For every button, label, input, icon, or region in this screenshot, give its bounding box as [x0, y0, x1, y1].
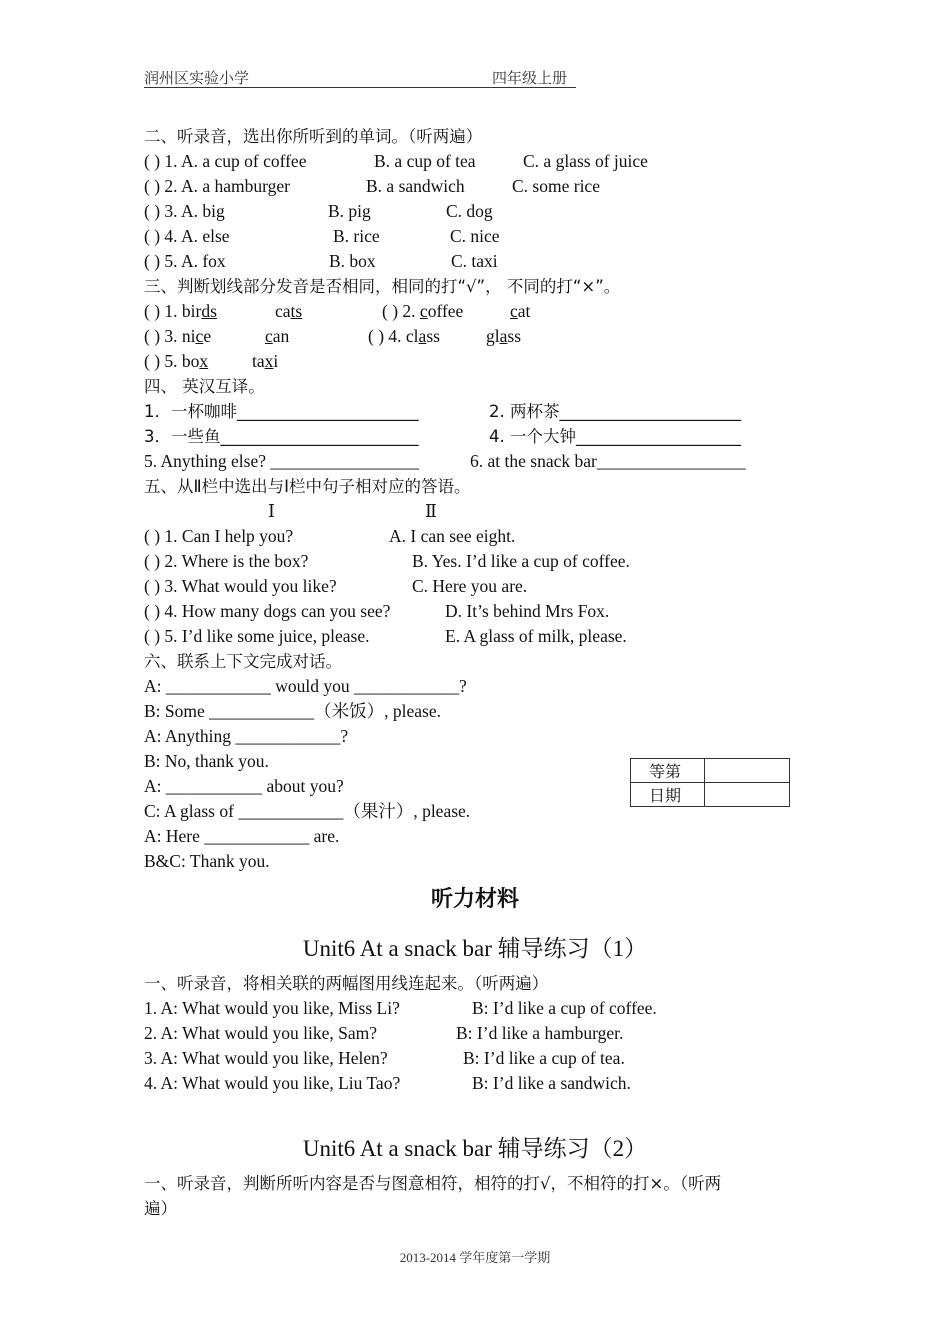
translate-1: 1．一杯咖啡______________________ — [144, 402, 419, 421]
date-label: 日期 — [631, 783, 705, 807]
word-3: ( ) 3. nice — [144, 326, 212, 346]
table-row — [631, 783, 790, 807]
dialogue-line: A: Anything ____________? — [144, 726, 349, 746]
date-value-cell[interactable] — [705, 783, 790, 807]
word-5: ( ) 5. box — [144, 351, 209, 371]
dialogue-line: B: Some ____________（米饭）, please. — [144, 701, 441, 721]
column-1-label: Ⅰ — [268, 501, 275, 521]
line-a: 1. A: What would you like, Miss Li? — [144, 998, 400, 1018]
part-2-title-line-1: 一、听录音，判断所听内容是否与图意相符，相符的打√，不相符的打×。（听两 — [144, 1174, 722, 1193]
dialogue-line: B&C: Thank you. — [144, 851, 270, 871]
dialogue-line: A: Here ____________ are. — [144, 826, 340, 846]
unit-title-1: Unit6 At a snack bar 辅导练习（1） — [302, 936, 648, 961]
translate-4: 4. 一个大钟____________________ — [489, 427, 741, 446]
section-4-title: 四、 英汉互译。 — [144, 377, 265, 396]
word-1: ( ) 1. birds — [144, 301, 217, 321]
line-b: B: I’d like a sandwich. — [472, 1073, 631, 1093]
option-b: B. a sandwich — [366, 176, 465, 196]
grade-table — [630, 758, 790, 807]
word-4b: glass — [486, 326, 522, 346]
line-b: B: I’d like a cup of tea. — [463, 1048, 625, 1068]
grade-label: 等第 — [631, 759, 705, 783]
word-5b: taxi — [252, 351, 279, 371]
line-a: 2. A: What would you like, Sam? — [144, 1023, 377, 1043]
translate-3: 3．一些鱼________________________ — [144, 427, 419, 446]
line-a: 4. A: What would you like, Liu Tao? — [144, 1073, 401, 1093]
word-1b: cats — [275, 301, 303, 321]
translate-2: 2. 两杯茶______________________ — [489, 402, 741, 421]
line-b: B: I’d like a hamburger. — [456, 1023, 624, 1043]
option-c: C. dog — [446, 201, 493, 221]
header-rule — [144, 87, 576, 88]
column-2-label: Ⅱ — [425, 501, 437, 521]
dialogue-line: C: A glass of ____________（果汁）, please. — [144, 801, 471, 821]
translate-6: 6. at the snack bar_________________ — [470, 451, 746, 471]
table-row — [631, 759, 790, 783]
option-a: ( ) 4. A. else — [144, 226, 230, 246]
option-b: B. rice — [333, 226, 380, 246]
footer-term: 2013-2014 学年度第一学期 — [399, 1250, 551, 1265]
dialogue-line: A: ____________ would you ____________? — [144, 676, 467, 696]
answer: A. I can see eight. — [389, 526, 516, 546]
line-b: B: I’d like a cup of coffee. — [472, 998, 657, 1018]
section-2-title: 二、听录音，选出你所听到的单词。（听两遍） — [144, 127, 483, 146]
part-2-title-line-2: 遍） — [144, 1199, 177, 1218]
answer: B. Yes. I’d like a cup of coffee. — [412, 551, 630, 571]
question: ( ) 5. I’d like some juice, please. — [144, 626, 370, 646]
answer: D. It’s behind Mrs Fox. — [445, 601, 610, 621]
section-5-title: 五、从Ⅱ栏中选出与Ⅰ栏中句子相对应的答语。 — [144, 477, 471, 496]
word-2b: cat — [510, 301, 531, 321]
answer: E. A glass of milk, please. — [445, 626, 627, 646]
unit-title-2: Unit6 At a snack bar 辅导练习（2） — [302, 1136, 648, 1161]
answer: C. Here you are. — [412, 576, 528, 596]
word-4: ( ) 4. class — [368, 326, 440, 346]
option-b: B. a cup of tea — [374, 151, 476, 171]
word-3b: can — [265, 326, 290, 346]
question: ( ) 1. Can I help you? — [144, 526, 294, 546]
option-a: ( ) 1. A. a cup of coffee — [144, 151, 307, 171]
section-6-title: 六、联系上下文完成对话。 — [144, 652, 342, 671]
option-a: ( ) 3. A. big — [144, 201, 225, 221]
header-grade: 四年级上册 — [492, 71, 568, 87]
question: ( ) 3. What would you like? — [144, 576, 337, 596]
line-a: 3. A: What would you like, Helen? — [144, 1048, 388, 1068]
option-c: C. a glass of juice — [523, 151, 648, 171]
option-a: ( ) 5. A. fox — [144, 251, 226, 271]
dialogue-line: A: ___________ about you? — [144, 776, 344, 796]
question: ( ) 4. How many dogs can you see? — [144, 601, 391, 621]
listening-title: 听力材料 — [430, 887, 519, 912]
option-c: C. taxi — [451, 251, 498, 271]
section-3-title: 三、判断划线部分发音是否相同，相同的打“√”， 不同的打“×”。 — [144, 277, 621, 296]
word-2: ( ) 2. coffee — [382, 301, 464, 321]
option-b: B. box — [329, 251, 376, 271]
translate-5: 5. Anything else? _________________ — [144, 451, 420, 471]
option-c: C. nice — [450, 226, 500, 246]
part-1-title: 一、听录音，将相关联的两幅图用线连起来。（听两遍） — [144, 974, 549, 993]
header-school: 润州区实验小学 — [144, 71, 250, 87]
grade-value-cell[interactable] — [705, 759, 790, 783]
option-a: ( ) 2. A. a hamburger — [144, 176, 290, 196]
question: ( ) 2. Where is the box? — [144, 551, 309, 571]
dialogue-line: B: No, thank you. — [144, 751, 269, 771]
option-b: B. pig — [328, 201, 371, 221]
option-c: C. some rice — [512, 176, 600, 196]
